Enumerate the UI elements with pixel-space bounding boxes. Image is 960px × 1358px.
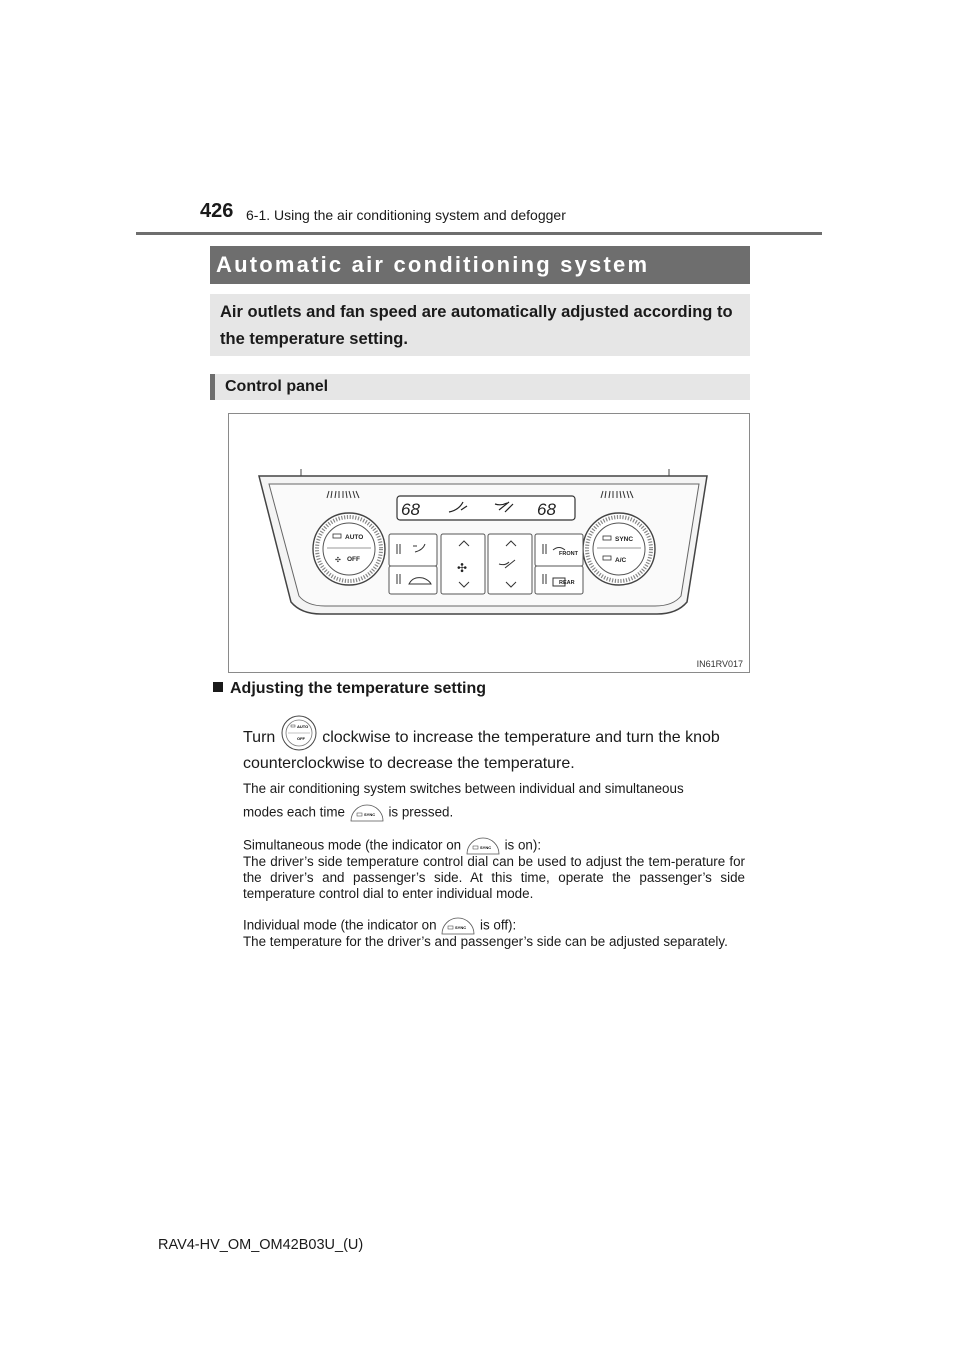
icon-sync-label: SYNC [455, 925, 467, 930]
adjusting-heading-text: Adjusting the temperature setting [230, 680, 487, 697]
display-temp-right: 68 [537, 500, 556, 519]
sync-note-line1: The air conditioning system switches between individual and simultaneous [243, 781, 684, 796]
front-label: FRONT [559, 551, 578, 557]
sync-button-icon [349, 799, 385, 827]
bullet-square-icon [213, 682, 223, 692]
fan-icon: ✣ [335, 556, 341, 564]
rear-label: REAR [559, 580, 575, 586]
left-temperature-knob [313, 513, 385, 585]
icon-off-label: OFF [296, 736, 305, 741]
auto-label: AUTO [345, 534, 364, 541]
figure-code: IN61RV017 [696, 659, 743, 669]
clockwise-text: clockwise to increase the temperature and turn the knob [322, 729, 720, 747]
icon-sync-label: SYNC [363, 812, 375, 817]
section-title: Automatic air conditioning system [210, 246, 750, 284]
individual-mode-heading: Individual mode (the indicator on SYNC is off): [243, 913, 745, 939]
turn-text: Turn [243, 729, 276, 747]
icon-auto-label: AUTO [296, 724, 309, 729]
display-temp-left: 68 [401, 500, 420, 519]
adjusting-heading [213, 680, 486, 698]
adjust-instruction-line2: counterclockwise to decrease the temperature. [243, 755, 575, 772]
sync-note-line2: modes each time SYNC is pressed. [243, 799, 745, 827]
sync-label: SYNC [615, 536, 634, 543]
right-temperature-knob [583, 513, 655, 585]
off-label: OFF [347, 556, 360, 563]
page-number: 426 [200, 200, 234, 222]
control-panel-heading: Control panel [210, 374, 750, 400]
running-header: 6-1. Using the air conditioning system and defogger [246, 207, 566, 223]
footer-doc-id: RAV4-HV_OM_OM42B03U_(U) [158, 1237, 364, 1253]
header-rule [136, 232, 822, 235]
fan-speed-icon: ✣ [457, 561, 468, 575]
control-panel-illustration [229, 414, 751, 674]
icon-sync-label: SYNC [479, 845, 491, 850]
ac-label: A/C [615, 557, 627, 564]
control-panel-figure [228, 413, 750, 673]
intro-summary: Air outlets and fan speed are automatically adjusted according to the temperature setting. [210, 294, 750, 356]
individual-mode-body: The temperature for the driver’s and passenger’s side can be adjusted separately. [243, 934, 728, 949]
simultaneous-mode-body: The driver’s side temperature control dial can be used to adjust the tem-perature for the driver’s and passenger’s side. At this time, operate the passenger’s side temperature control dial to enter individual mode. [243, 854, 745, 901]
simultaneous-mode-heading: Simultaneous mode (the indicator on SYNC is on): [243, 833, 745, 859]
